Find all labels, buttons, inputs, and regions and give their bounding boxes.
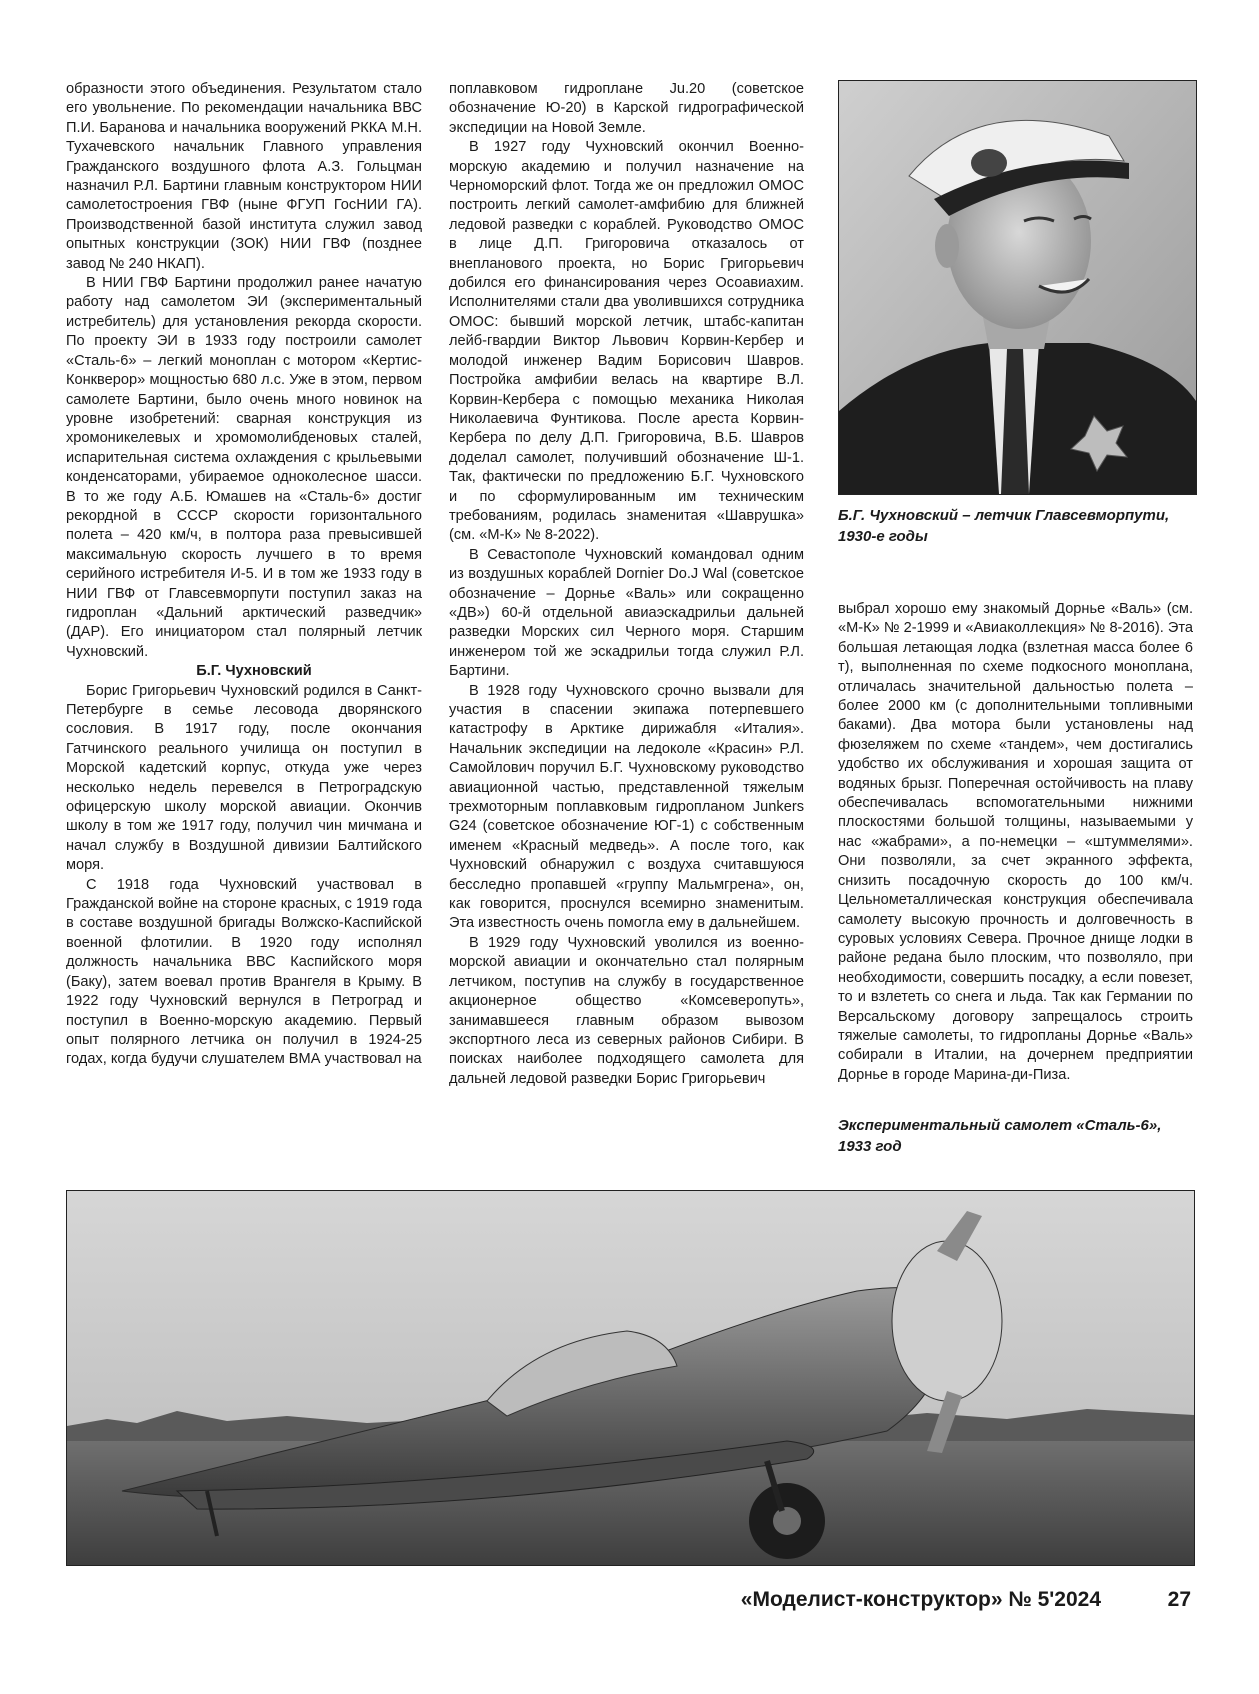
portrait-caption: Б.Г. Чухновский – летчик Главсевморпути, 1930-е годы [838,507,1170,545]
magazine-title: «Моделист-конструктор» № 5'2024 [740,1588,1101,1611]
text-column-3 [838,600,1193,1085]
airplane-image [67,1191,1194,1565]
text-column-1 [66,80,422,1070]
page-footer [0,1588,1259,1618]
paragraph: поплавковом гидроплане Ju.20 (советское обозначение Ю-20) в Карской гидрографической экспедиции на Новой Земле. [449,81,804,136]
paragraph: В 1929 году Чухновский уволился из военно-морской авиации и окончательно стал полярным летчиком, поступив на службу в государственное акционерное общество «Комсеверопуть», занимавшееся главным образом вывозом экспортного леса из северных районов Сибири. В поисках наиболее подходящего самолета для дальней ледовой разведки Борис Григорьевич [449,934,804,1087]
paragraph: Борис Григорьевич Чухновский родился в Санкт-Петербурге в семье лесовода дворянского сословия. В 1917 году, после окончания Гатчинского реального училища он поступил в Морской кадетский корпус, откуда уже через несколько недель перевелся в Петроградскую офицерскую школу морской авиации. Окончив школу в том же 1917 году, получил чин мичмана и начал службу в Воздушной дивизии Балтийского моря. [66,682,422,874]
paragraph: В Севастополе Чухновский командовал одним из воздушных кораблей Dornier Do.J Wal (советское обозначение – Дорнье «Валь» или сокращенно «ДВ») 60-й отдельной авиаэскадрильи дальней разведки Морских сил Черного моря. Старшим инженером той же эскадрильи тогда служил Р.Л. Бартини. [449,546,804,680]
paragraph: В 1927 году Чухновский окончил Военно-морскую академию и получил назначение на Черноморский флот. Тогда же он предложил ОМОС построить легкий самолет-амфибию для ближней ледовой разведки с кораблей. Руководство ОМОС в лице Д.П. Григоровича отказалось от внепланового проекта, но Борис Григорьевич добился его финансирования через Осоавиахим. Исполнителями стали два уволившихся сотрудника ОМОС: бывший морской летчик, штабс-капитан лейб-гвардии Виктор Львович Корвин-Кербер и молодой инженер Вадим Борисович Шавров. Постройка амфибии велась на квартире В.Л. Корвин-Кербера с помощью механика Николая Николаевича Фунтикова. После ареста Корвин-Кербера по делу Д.П. Григоровича, В.Б. Шавров доделал самолет, получивший обозначение Ш-1. Так, фактически по предложению Б.Г. Чухновского и по сформулированным им техническим требованиям, родилась знаменитая «Шаврушка» (см. «М-К» № 8-2022). [449,139,804,544]
text-column-2 [449,80,804,1089]
portrait-image [839,81,1196,494]
paragraph: образности этого объединения. Результатом стало его увольнение. По рекомендации начальника ВВС П.И. Баранова и начальника вооружений РККА М.Н. Тухачевского начальник Главного управления Гражданского воздушного флота А.З. Гольцман назначил Р.Л. Бартини главным конструктором НИИ самолетостроения ГВФ (ныне ФГУП ГосНИИ ГА). Производственной базой института служил завод опытных конструкции (ЗОК) НИИ ГВФ (позднее завод № 240 НКАП). [66,81,422,272]
portrait-photo [838,80,1197,495]
paragraph: выбрал хорошо ему знакомый Дорнье «Валь» (см. «М-К» № 2-1999 и «Авиаколлекция» № 8-2016). Эта большая летающая лодка (взлетная масса более 6 т), выполненная по схеме подкосного моноплана, отличалась значительной дальностью полета – более 2000 км (с дополнительными топливными баками). Два мотора были установлены над фюзеляжем по схеме «тандем», чем достигались удобство их обслуживания и хорошая защита от водяных брызг. Поперечная остойчивость на плаву обеспечивалась вспомогательными нижними плоскостями большой толщины, называемыми у нас «жабрами», а по-немецки – «штуммелями». Они позволяли, за счет экранного эффекта, снизить посадочную скорость до 100 км/ч. Цельнометаллическая конструкция обеспечивала самолету высокую прочность и долговечность в суровых условиях Севера. Прочное днище лодки в районе редана было плоским, что позволяло, при необходимости, совершить посадку, а если повезет, то и взлететь со снега и льда. Так как Германии по Версальскому договору запрещалось строить тяжелые самолеты, то гидропланы Дорнье «Валь» собирали в Италии, на дочернем предприятии Дорнье в городе Марина-ди-Пиза. [838,601,1193,1083]
paragraph: В 1928 году Чухновского срочно вызвали для участия в спасении экипажа потерпевшего катастрофу в Арктике дирижабля «Италия». Начальник экспедиции на ледоколе «Красин» Р.Л. Самойлович поручил Б.Г. Чухновскому руководство авиационной частью, представленной тяжелым трехмоторным поплавковым гидропланом Junkers G24 (советское обозначение ЮГ-1) с собственным именем «Красный медведь». А после того, как Чухновский обнаружил с воздуха считавшуюся бесследно пропавшей «группу Мальмгрена», он, как говорится, проснулся всемирно знаменитым. Эта известность очень помогла ему в дальнейшем. [449,682,804,932]
plane-caption: Экспериментальный самолет «Сталь-6», 1933 год [838,1117,1162,1155]
page-number: 27 [1167,1588,1191,1611]
paragraph: С 1918 года Чухновский участвовал в Гражданской войне на стороне красных, с 1919 года в составе воздушной бригады Волжско-Каспийской военной флотилии. В 1920 году исполнял должность начальника ВВС Каспийского моря (Баку), затем воевал против Врангеля в Крыму. В 1922 году Чухновский вернулся в Петроград и поступил в Военно-морскую академию. Первый опыт полярного летчика он получил в 1924-25 годах, когда будучи слушателем ВМА участвовал на [66,876,422,1068]
section-heading: Б.Г. Чухновский [196,663,312,680]
airplane-photo [66,1190,1195,1566]
paragraph: В НИИ ГВФ Бартини продолжил ранее начатую работу над самолетом ЭИ (экспериментальный истребитель) для установления рекорда скорости. По проекту ЭИ в 1933 году построили самолет «Сталь-6» – легкий моноплан с мотором «Кертис-Конкверор» мощностью 680 л.с. Уже в этом, первом самолете Бартини, было очень много новинок на уровне изобретений: сварная конструкция из хромоникелевых и хромомолибденовых сталей, испарительная система охлаждения с крыльевыми конденсаторами, убираемое одноколесное шасси. В то же году А.Б. Юмашев на «Сталь-6» достиг рекордной в СССР скорости горизонтального полета – 420 км/ч, в полтора раза превысившей максимальную скорость лучшего в то время серийного истребителя И-5. И в том же 1933 году в НИИ ГВФ от Главсевморпути поступил заказ на гидроплан «Дальний арктический разведчик» (ДАР). Его инициатором стал полярный летчик Чухновский. [66,275,422,660]
